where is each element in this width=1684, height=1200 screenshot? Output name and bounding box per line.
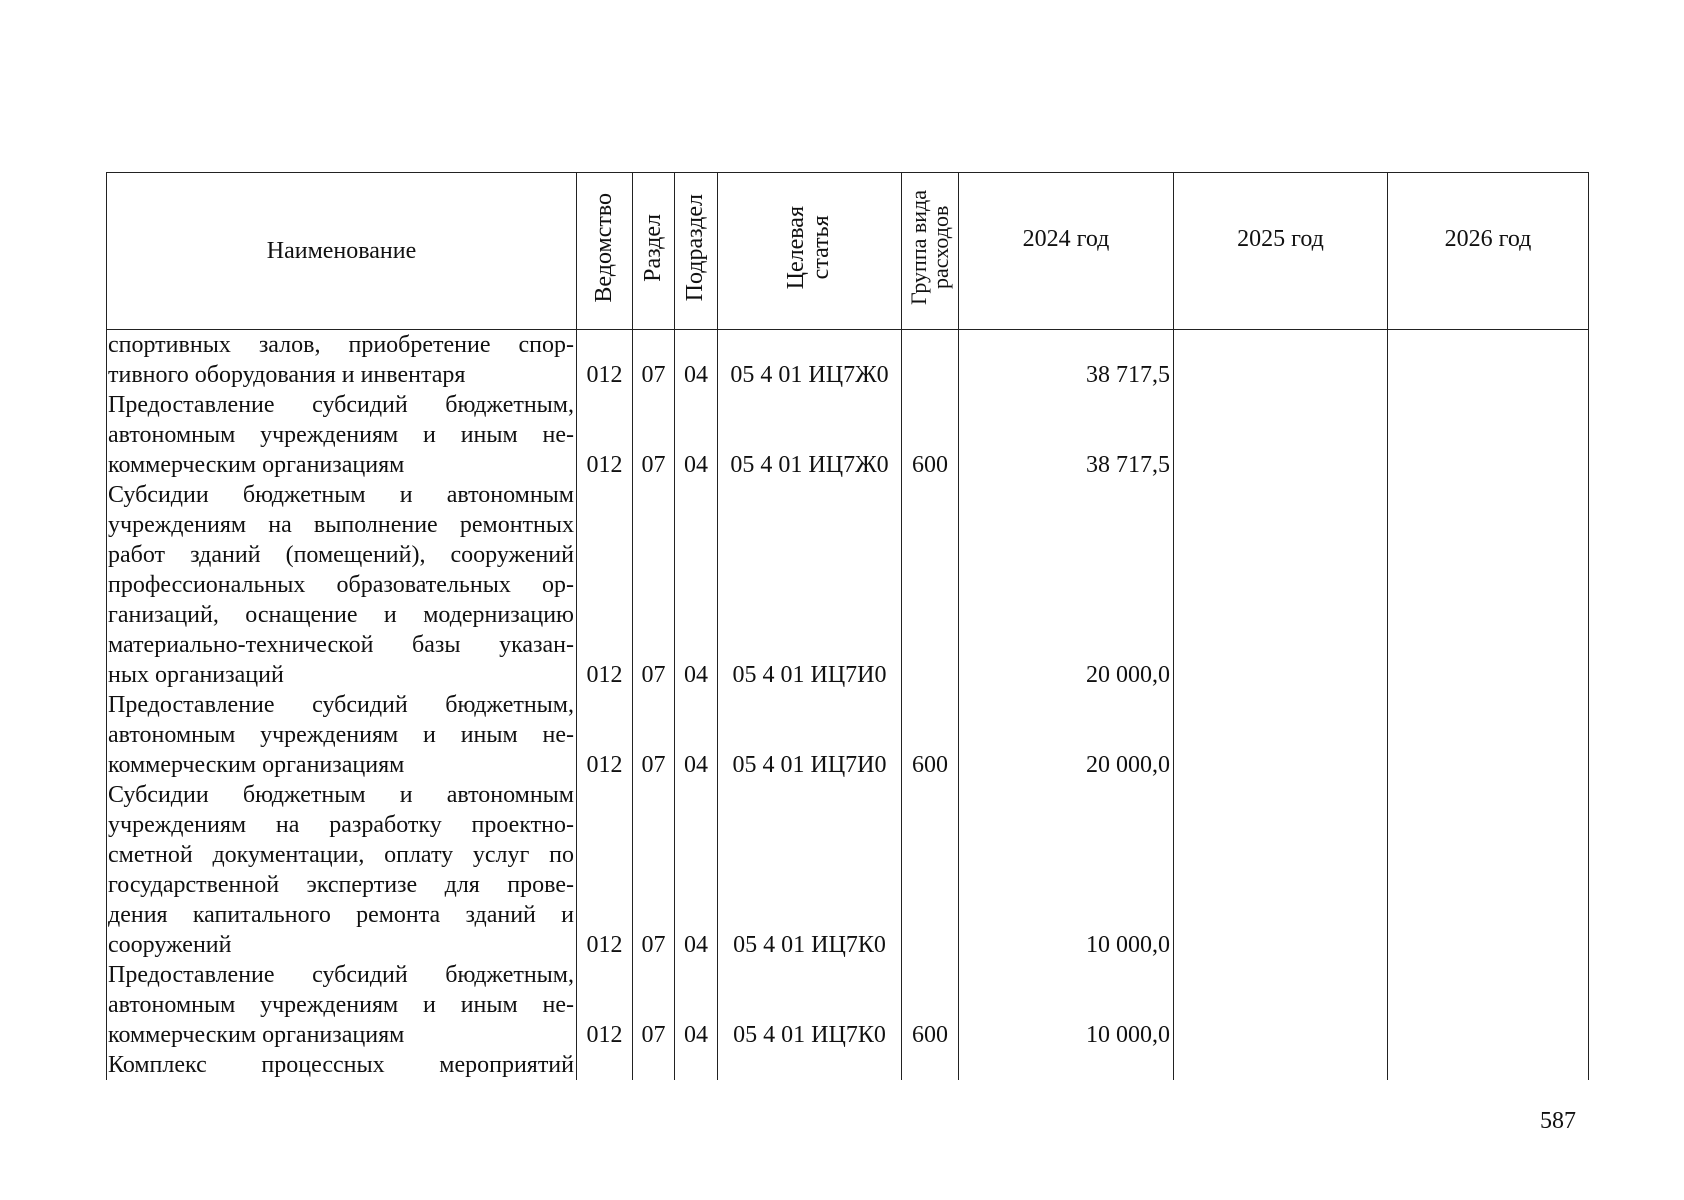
cell-gruppa <box>902 780 959 960</box>
cell-amount-2024: 20 000,0 <box>959 690 1174 780</box>
cell-celevaya-statya <box>718 1050 902 1080</box>
header-celevaya-line2: статья <box>808 215 835 280</box>
cell-amount-2024: 38 717,5 <box>959 330 1174 391</box>
cell-amount-2025 <box>1174 780 1388 960</box>
cell-amount-2025 <box>1174 1050 1388 1080</box>
cell-razdel: 07 <box>633 780 675 960</box>
page-number: 587 <box>1540 1108 1576 1134</box>
name-line: Предоставление субсидий бюджетным, <box>108 392 574 418</box>
cell-vedomstvo: 012 <box>577 960 633 1050</box>
table-row <box>107 330 1589 391</box>
cell-vedomstvo: 012 <box>577 390 633 480</box>
cell-amount-2026 <box>1388 780 1589 960</box>
table-header <box>107 173 1589 330</box>
cell-gruppa <box>902 480 959 690</box>
cell-podrazdel: 04 <box>675 390 718 480</box>
cell-gruppa <box>902 1050 959 1080</box>
cell-amount-2025 <box>1174 330 1388 391</box>
header-podrazdel: Подраздел <box>675 173 718 330</box>
cell-gruppa <box>902 330 959 391</box>
cell-gruppa: 600 <box>902 960 959 1050</box>
cell-amount-2024 <box>959 1050 1174 1080</box>
table-row <box>107 780 1589 960</box>
cell-celevaya-statya: 05 4 01 ИЦ7К0 <box>718 960 902 1050</box>
cell-amount-2025 <box>1174 960 1388 1050</box>
cell-razdel: 07 <box>633 690 675 780</box>
cell-amount-2026 <box>1388 690 1589 780</box>
cell-razdel: 07 <box>633 390 675 480</box>
name-line: Комплекс процессных мероприятий <box>108 1052 574 1078</box>
cell-celevaya-statya: 05 4 01 ИЦ7И0 <box>718 690 902 780</box>
cell-vedomstvo: 012 <box>577 690 633 780</box>
cell-gruppa: 600 <box>902 390 959 480</box>
name-line: профессиональных образовательных ор- <box>108 572 574 598</box>
header-vedomstvo: Ведомство <box>577 173 633 330</box>
name-line: коммерческим организациям <box>108 452 405 478</box>
name-line: работ зданий (помещений), сооружений <box>108 542 574 568</box>
cell-amount-2024: 38 717,5 <box>959 390 1174 480</box>
header-name: Наименование <box>107 173 577 330</box>
name-line: государственной экспертизе для прове- <box>108 872 574 898</box>
name-line: Предоставление субсидий бюджетным, <box>108 962 574 988</box>
header-celevaya-statya <box>718 173 902 330</box>
cell-razdel: 07 <box>633 330 675 391</box>
table-row <box>107 480 1589 690</box>
cell-amount-2026 <box>1388 960 1589 1050</box>
name-line: сооружений <box>108 932 232 958</box>
name-line: Субсидии бюджетным и автономным <box>108 482 574 508</box>
name-line: ных организаций <box>108 662 284 688</box>
name-line: учреждениям на разработку проектно- <box>108 812 574 838</box>
header-gruppa-line2: расходов <box>928 205 953 290</box>
budget-table <box>106 172 1589 1080</box>
table-row <box>107 390 1589 480</box>
header-year-2024: 2024 год <box>959 173 1174 330</box>
cell-celevaya-statya: 05 4 01 ИЦ7К0 <box>718 780 902 960</box>
name-line: коммерческим организациям <box>108 752 405 778</box>
cell-razdel: 07 <box>633 960 675 1050</box>
header-razdel: Раздел <box>633 173 675 330</box>
name-line: материально-технической базы указан- <box>108 632 574 658</box>
cell-name <box>107 390 577 480</box>
name-line: автономным учреждениям и иным не- <box>108 422 574 448</box>
header-gruppa-line1: Группа вида <box>906 190 931 305</box>
cell-razdel: 07 <box>633 480 675 690</box>
cell-name <box>107 1050 577 1080</box>
name-line: Предоставление субсидий бюджетным, <box>108 692 574 718</box>
cell-celevaya-statya: 05 4 01 ИЦ7Ж0 <box>718 390 902 480</box>
cell-name <box>107 780 577 960</box>
header-year-2026: 2026 год <box>1388 173 1589 330</box>
name-line: автономным учреждениям и иным не- <box>108 992 574 1018</box>
cell-razdel <box>633 1050 675 1080</box>
name-line: Субсидии бюджетным и автономным <box>108 782 574 808</box>
name-line: спортивных залов, приобретение спор- <box>108 332 574 358</box>
cell-celevaya-statya: 05 4 01 ИЦ7Ж0 <box>718 330 902 391</box>
cell-podrazdel: 04 <box>675 480 718 690</box>
table-body <box>107 330 1589 1081</box>
cell-amount-2026 <box>1388 480 1589 690</box>
cell-podrazdel <box>675 1050 718 1080</box>
cell-vedomstvo: 012 <box>577 780 633 960</box>
cell-amount-2024: 20 000,0 <box>959 480 1174 690</box>
cell-podrazdel: 04 <box>675 330 718 391</box>
cell-vedomstvo <box>577 1050 633 1080</box>
cell-amount-2025 <box>1174 690 1388 780</box>
cell-amount-2026 <box>1388 390 1589 480</box>
cell-celevaya-statya: 05 4 01 ИЦ7И0 <box>718 480 902 690</box>
name-line: ганизаций, оснащение и модернизацию <box>108 602 574 628</box>
cell-amount-2025 <box>1174 390 1388 480</box>
table-row <box>107 1050 1589 1080</box>
header-year-2025: 2025 год <box>1174 173 1388 330</box>
cell-vedomstvo: 012 <box>577 480 633 690</box>
header-gruppa-vida-rashodov <box>902 173 959 330</box>
name-line: тивного оборудования и инвентаря <box>108 362 466 388</box>
cell-podrazdel: 04 <box>675 690 718 780</box>
header-celevaya-line1: Целевая <box>783 205 810 290</box>
cell-name <box>107 330 577 391</box>
name-line: дения капитального ремонта зданий и <box>108 902 574 928</box>
cell-vedomstvo: 012 <box>577 330 633 391</box>
cell-amount-2026 <box>1388 330 1589 391</box>
table-row <box>107 960 1589 1050</box>
cell-podrazdel: 04 <box>675 960 718 1050</box>
cell-podrazdel: 04 <box>675 780 718 960</box>
cell-amount-2024: 10 000,0 <box>959 780 1174 960</box>
cell-name <box>107 690 577 780</box>
table-row <box>107 690 1589 780</box>
cell-amount-2026 <box>1388 1050 1589 1080</box>
cell-amount-2024: 10 000,0 <box>959 960 1174 1050</box>
name-line: автономным учреждениям и иным не- <box>108 722 574 748</box>
name-line: сметной документации, оплату услуг по <box>108 842 574 868</box>
name-line: учреждениям на выполнение ремонтных <box>108 512 574 538</box>
cell-name <box>107 480 577 690</box>
cell-amount-2025 <box>1174 480 1388 690</box>
name-line: коммерческим организациям <box>108 1022 405 1048</box>
cell-gruppa: 600 <box>902 690 959 780</box>
cell-name <box>107 960 577 1050</box>
